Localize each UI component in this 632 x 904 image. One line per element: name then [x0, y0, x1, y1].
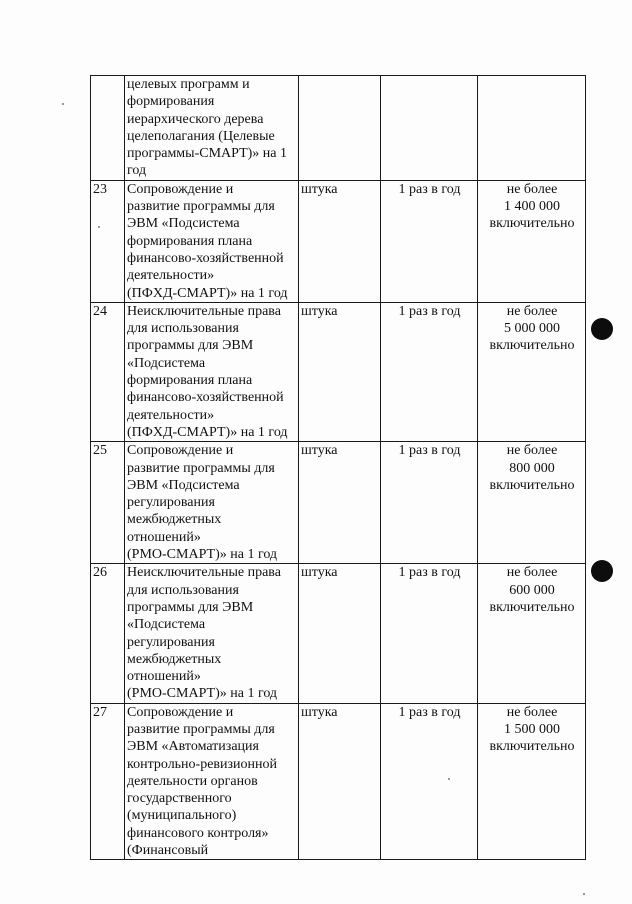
item-name-cell: [125, 442, 299, 564]
item-name-line: ЭВМ «Подсистема: [127, 477, 240, 493]
price-line: включительно: [489, 477, 575, 493]
price-cell: [478, 442, 586, 564]
row-number-cell: 23: [91, 180, 125, 302]
frequency-cell: 1 раз в год: [381, 442, 478, 564]
item-name-line: Неисключительные права: [127, 303, 281, 319]
price-value: 5 000 000: [504, 321, 560, 337]
row-number-cell: 25: [91, 442, 125, 564]
item-name-line: (РМО-СМАРТ)» на 1 год: [127, 686, 278, 702]
row-number-cell: 27: [91, 703, 125, 860]
item-name-line: финансово-хозяйственной: [127, 250, 284, 266]
unit-cell: штука: [299, 180, 381, 302]
item-name-line: Сопровождение и: [127, 181, 234, 197]
price-line: не более: [506, 303, 558, 319]
scan-speck: [62, 103, 64, 105]
table-row: [91, 302, 586, 441]
price-cell: [478, 180, 586, 302]
item-name-line: отношений»: [127, 529, 201, 545]
item-name-line: (ПФХД-СМАРТ)» на 1 год: [127, 424, 288, 440]
item-name-line: (РМО-СМАРТ)» на 1 год: [127, 547, 278, 563]
item-name-cell: [125, 302, 299, 441]
scan-speck: [98, 226, 100, 228]
table-row: [91, 442, 586, 564]
item-name-line: (муниципального): [127, 808, 237, 824]
price-cell: [478, 564, 586, 703]
price-line: не более: [506, 181, 558, 197]
item-name-line: программы для ЭВМ: [127, 338, 254, 354]
frequency-cell: 1 раз в год: [381, 302, 478, 441]
unit-cell: [299, 76, 381, 181]
item-name-line: (ПФХД-СМАРТ)» на 1 год: [127, 285, 288, 301]
price-cell: [478, 76, 586, 181]
price-line: включительно: [489, 216, 575, 232]
item-name-line: для использования: [127, 321, 239, 337]
frequency-cell: [381, 76, 478, 181]
price-value: 1 400 000: [504, 199, 560, 215]
price-line: включительно: [489, 338, 575, 354]
item-name-cell: [125, 76, 299, 181]
item-name-line: для использования: [127, 582, 239, 598]
item-name-line: развитие программы для: [127, 199, 275, 215]
price-cell: [478, 302, 586, 441]
price-value: 600 000: [509, 582, 555, 598]
item-name-line: финансово-хозяйственной: [127, 390, 284, 406]
item-name-line: «Подсистема: [127, 355, 206, 371]
price-value: 800 000: [509, 460, 555, 476]
frequency-cell: 1 раз в год: [381, 180, 478, 302]
item-name-line: (Финансовый: [127, 843, 209, 859]
item-name-line: контрольно-ревизионной: [127, 756, 278, 772]
price-line: не более: [506, 565, 558, 581]
item-name-line: формирования плана: [127, 373, 253, 389]
item-name-line: отношений»: [127, 669, 201, 685]
frequency-cell: 1 раз в год: [381, 564, 478, 703]
item-name-cell: [125, 180, 299, 302]
row-number-cell: [91, 76, 125, 181]
item-name-line: деятельности»: [127, 268, 215, 284]
item-name-line: межбюджетных: [127, 651, 222, 667]
scan-speck: [448, 778, 450, 780]
unit-cell: штука: [299, 564, 381, 703]
punch-hole-mark: [591, 318, 613, 340]
item-name-line: формирования: [127, 94, 215, 110]
price-line: не более: [506, 704, 558, 720]
item-name-line: регулирования: [127, 495, 215, 511]
item-name-line: регулирования: [127, 634, 215, 650]
price-line: включительно: [489, 599, 575, 615]
table-row: [91, 76, 586, 181]
row-number-cell: 24: [91, 302, 125, 441]
table-row: [91, 564, 586, 703]
item-name-line: программы-СМАРТ)» на 1: [127, 146, 288, 162]
punch-hole-mark: [591, 560, 613, 582]
item-name-line: финансового контроля»: [127, 825, 269, 841]
item-name-cell: [125, 564, 299, 703]
item-name-line: межбюджетных: [127, 512, 222, 528]
item-name-line: деятельности»: [127, 407, 215, 423]
item-name-line: Сопровождение и: [127, 704, 234, 720]
item-name-line: целевых программ и: [127, 77, 250, 92]
price-line: не более: [506, 443, 558, 459]
item-name-line: развитие программы для: [127, 721, 275, 737]
item-name-line: деятельности органов: [127, 773, 258, 789]
procurement-table: [90, 75, 586, 860]
price-value: 1 500 000: [504, 721, 560, 737]
item-name-line: Неисключительные права: [127, 565, 281, 581]
row-number-cell: 26: [91, 564, 125, 703]
table-row: [91, 703, 586, 860]
unit-cell: штука: [299, 442, 381, 564]
item-name-line: формирования плана: [127, 233, 253, 249]
item-name-line: целеполагания (Целевые: [127, 128, 275, 144]
unit-cell: штука: [299, 302, 381, 441]
item-name-line: год: [127, 163, 147, 179]
item-name-line: иерархического дерева: [127, 111, 264, 127]
price-line: включительно: [489, 739, 575, 755]
item-name-line: ЭВМ «Подсистема: [127, 216, 240, 232]
item-name-line: «Подсистема: [127, 617, 206, 633]
table-row: [91, 180, 586, 302]
item-name-line: развитие программы для: [127, 460, 275, 476]
item-name-line: ЭВМ «Автоматизация: [127, 739, 259, 755]
scan-speck: [583, 893, 585, 895]
item-name-line: программы для ЭВМ: [127, 599, 254, 615]
price-cell: [478, 703, 586, 860]
item-name-line: государственного: [127, 791, 232, 807]
item-name-line: Сопровождение и: [127, 443, 234, 459]
unit-cell: штука: [299, 703, 381, 860]
item-name-cell: [125, 703, 299, 860]
frequency-cell: 1 раз в год: [381, 703, 478, 860]
